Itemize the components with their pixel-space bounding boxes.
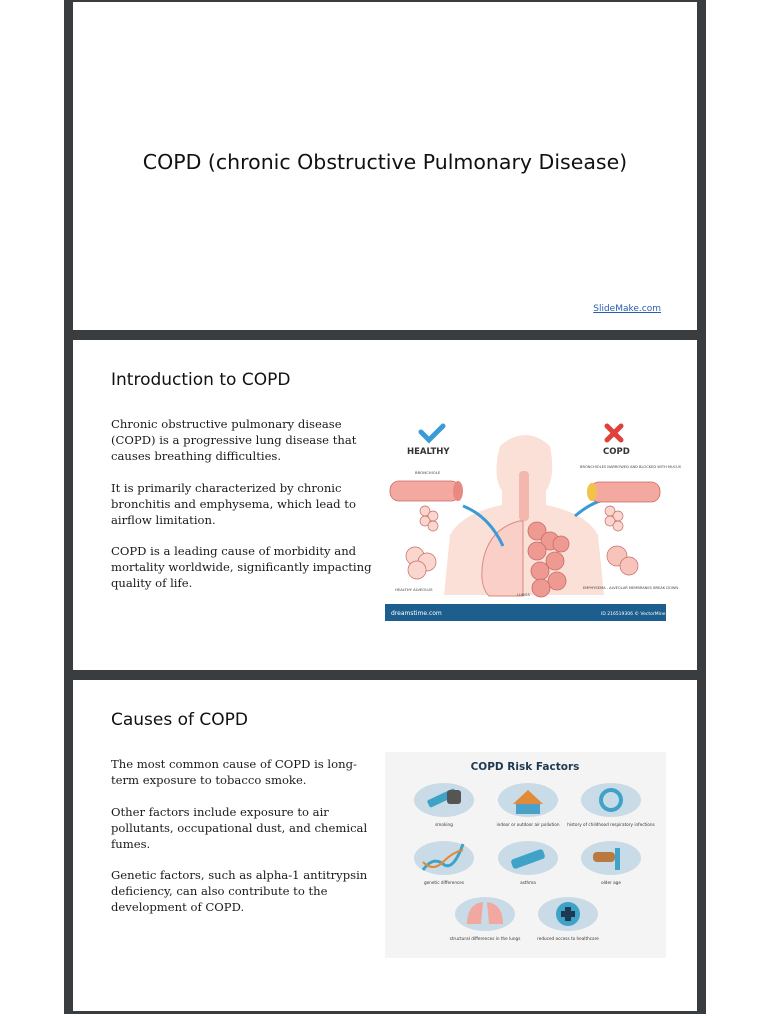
slide-cover [73,2,697,330]
paragraph: The most common cause of COPD is long-term exposure to tobacco smoke. [111,757,357,787]
bronchiole-label: BRONCHIOLE [415,470,441,475]
cross-icon [607,426,621,440]
risk-label-structural: structural differences in the lungs [449,936,521,941]
risk-label-genetics: genetic differences [423,880,465,885]
lungs-label: LUNGS [517,592,530,597]
inhaler-icon [498,841,558,875]
cover-title: COPD (chronic Obstructive Pulmonary Disease) [142,150,628,174]
risk-label-healthcare: reduced access to healthcare [537,936,599,941]
paragraph: Genetic factors, such as alpha-1 antitrypsin deficiency, can also contribute to the development of COPD. [111,868,368,914]
risk-label-smoking: smoking [435,822,453,827]
copd-label: COPD [603,447,630,457]
slidemake-link[interactable]: SlideMake.com [593,304,661,314]
infographic-title: COPD Risk Factors [470,761,580,773]
risk-label-infections: history of childhood respiratory infections [567,822,655,827]
footer-left: dreamstime.com [391,610,442,617]
cigarette-icon [414,783,474,817]
recurring-infection-icon [581,783,641,817]
house-pollution-icon [498,783,558,817]
lungs-icon [455,897,515,931]
healthy-label: HEALTHY [407,447,450,457]
check-icon [421,426,443,440]
paragraph: Other factors include exposure to air pollutants, occupational dust, and chemical fumes. [111,804,368,851]
slide-body [111,756,373,931]
healthy-alveolus-label: HEALTHY ALVEOLUS [395,587,433,592]
paragraph: COPD is a leading cause of morbidity and mortality worldwide, significantly impacting quality of life. [111,544,372,590]
paragraph: It is primarily characterized by chronic bronchitis and emphysema, which lead to airflow limitation. [111,480,356,527]
risk-label-pollution: indoor or outdoor air pollution [496,822,560,827]
slide-causes [73,680,697,1011]
dna-icon [414,841,474,875]
copd-risk-factors-infographic [385,752,666,958]
footer-right: ID 216519306 © VectorMine [601,612,666,617]
slide-title: Introduction to COPD [111,370,291,390]
healthy-vs-copd-illustration [385,416,682,621]
medical-cross-icon [538,897,598,931]
emphysema-label: EMPHYSEMA - ALVEOLAR MEMBRANES BREAK DOWN [583,586,679,590]
risk-label-age: older age [601,880,621,885]
slide-title: Causes of COPD [111,710,249,730]
narrowed-bronchiole-label: BRONCHIOLES NARROWED AND BLOCKED WITH MUCUS [580,465,682,469]
paragraph: Chronic obstructive pulmonary disease (COPD) is a progressive lung disease that causes breathing difficulties. [111,417,357,463]
slide-introduction [73,340,697,670]
cane-hand-icon [581,841,641,875]
slide-body [111,416,373,607]
risk-label-asthma: asthma [520,880,536,885]
